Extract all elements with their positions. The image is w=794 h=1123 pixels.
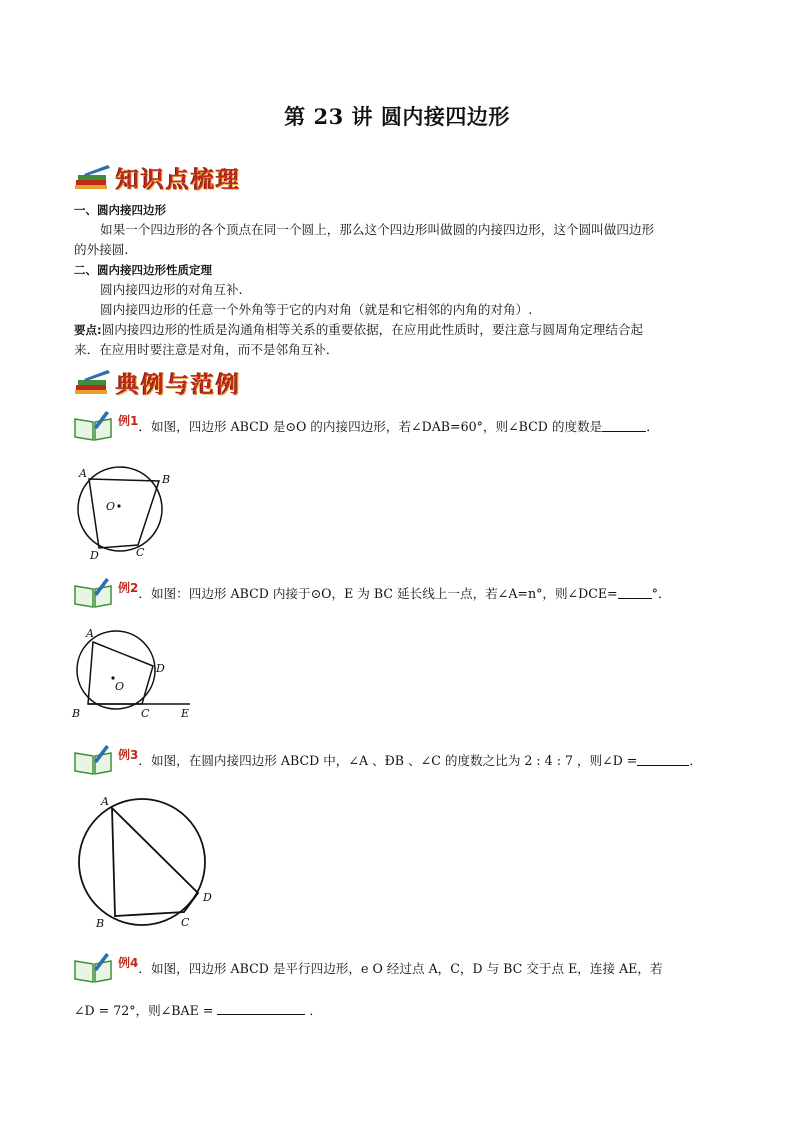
section-heading: 一、圆内接四边形 xyxy=(74,203,166,217)
point-label-c: C xyxy=(181,916,190,929)
point-label-o: O xyxy=(115,680,125,693)
point-label-d: D xyxy=(156,662,165,675)
point-label-a: A xyxy=(86,627,94,640)
answer-blank[interactable] xyxy=(618,586,652,599)
figure-1-diagram xyxy=(72,460,182,560)
banner-examples xyxy=(74,367,241,397)
open-book-icon xyxy=(72,576,116,608)
example-4 xyxy=(72,950,663,984)
key-points xyxy=(74,320,724,340)
example-suffix: ． xyxy=(689,752,702,768)
page-title: 第 23 讲 圆内接四边形 xyxy=(284,104,510,129)
point-label-d: D xyxy=(90,549,99,560)
open-book-icon xyxy=(72,951,116,983)
answer-blank[interactable] xyxy=(637,753,689,766)
circle xyxy=(79,799,205,925)
quadrilateral-abcd xyxy=(112,808,198,916)
example-text: ．如图：四边形 ABCD 内接于⊙O，E 为 BC 延长线上一点，若∠A=n°，则∠DCE= xyxy=(138,585,618,601)
point-label-c: C xyxy=(136,546,145,559)
point-label-d: D xyxy=(203,891,212,904)
paragraph-line: 圆内接四边形的性质是沟通角相等关系的重要依据，在应用此性质时，要注意与圆周角定理结合起 xyxy=(101,322,644,337)
center-point xyxy=(117,504,120,507)
key-label: 要点: xyxy=(74,323,102,337)
point-label-b: B xyxy=(72,707,81,720)
figure-3-diagram xyxy=(72,792,222,932)
point-label-b: B xyxy=(96,917,105,930)
point-label-b: B xyxy=(162,473,171,486)
point-label-o: O xyxy=(106,500,116,513)
point-label-e: E xyxy=(181,707,190,720)
banner-text: 典例与范例 xyxy=(116,371,241,398)
paragraph-line: 圆内接四边形的对角互补. xyxy=(100,282,243,297)
example-text: ．如图，四边形 ABCD 是平行四边形，e O 经过点 A，C，D 与 BC 交于点 E，连接 AE，若 xyxy=(138,960,663,976)
section-inscribed-quadrilateral xyxy=(74,200,724,360)
section-heading: 二、圆内接四边形性质定理 xyxy=(74,263,212,277)
example-text: ．如图，在圆内接四边形 ABCD 中，∠A 、ÐB 、∠C 的度数之比为 2 : 4 : 7 ，则∠D = xyxy=(138,752,638,768)
paragraph-line: 如果一个四边形的各个顶点在同一个圆上，那么这个四边形叫做圆的内接四边形，这个圆叫做四边形 xyxy=(100,222,655,237)
example-label: 例4 xyxy=(118,955,139,970)
books-pen-icon xyxy=(74,164,112,190)
point-label-c: C xyxy=(141,707,150,720)
quadrilateral-abcd xyxy=(88,642,153,704)
example-suffix: °． xyxy=(651,585,671,601)
open-book-icon xyxy=(72,409,116,441)
quadrilateral-abcd xyxy=(89,479,159,548)
example-label: 例1 xyxy=(118,413,139,428)
point-label-a: A xyxy=(79,467,87,480)
example-4-line-2 xyxy=(74,1000,322,1019)
paragraph-line: 的外接圆. xyxy=(74,242,129,257)
example-1 xyxy=(72,408,659,442)
figure-2-diagram xyxy=(68,626,198,722)
example-text: ∠D = 72°，则∠BAE = xyxy=(74,1003,214,1018)
example-2 xyxy=(72,575,670,609)
example-label: 例3 xyxy=(118,747,139,762)
example-suffix: ． xyxy=(309,1003,322,1018)
example-label: 例2 xyxy=(118,580,139,595)
open-book-icon xyxy=(72,743,116,775)
answer-blank[interactable] xyxy=(217,1002,305,1015)
example-suffix: ． xyxy=(646,418,659,434)
answer-blank[interactable] xyxy=(602,419,646,432)
example-text: ．如图，四边形 ABCD 是⊙O 的内接四边形，若∠DAB=60°，则∠BCD 的度数是 xyxy=(138,418,603,434)
example-3 xyxy=(72,742,702,776)
point-label-a: A xyxy=(101,795,109,808)
banner-text: 知识点梳理 xyxy=(116,166,241,193)
paragraph-line: 圆内接四边形的任意一个外角等于它的内对角（就是和它相邻的内角的对角）. xyxy=(100,302,533,317)
banner-knowledge-summary xyxy=(74,162,241,192)
paragraph-line: 来．在应用时要注意是对角，而不是邻角互补． xyxy=(74,342,339,357)
books-pen-icon xyxy=(74,369,112,395)
